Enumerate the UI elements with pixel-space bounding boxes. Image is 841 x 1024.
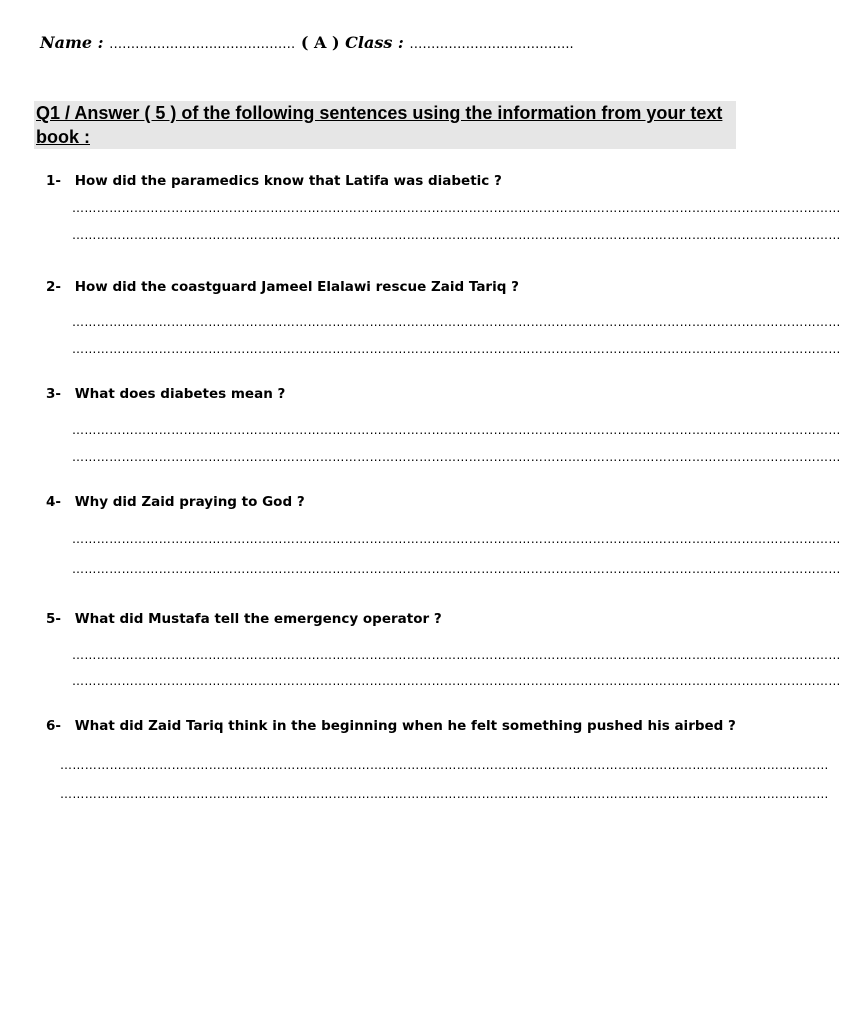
- answer-line-1a[interactable]: ……………………………………………………………………………………………………………………………………………………………………: [72, 201, 841, 215]
- class-field[interactable]: ………………………………..: [409, 37, 574, 52]
- question-number: 4-: [46, 494, 61, 510]
- answer-line-6a[interactable]: ……………………………………………………………………………………………………………………………………………………………………: [60, 758, 829, 772]
- question-text: What does diabetes mean ?: [74, 386, 286, 402]
- section-title: Q1 / Answer ( 5 ) of the following sentences using the information from your text book :: [34, 101, 736, 149]
- question-number: 3-: [46, 386, 61, 402]
- question-4: [46, 494, 736, 510]
- student-header: [40, 33, 740, 52]
- answer-line-4b[interactable]: ……………………………………………………………………………………………………………………………………………………………………: [72, 562, 841, 576]
- name-field[interactable]: …………………….………………: [109, 37, 296, 52]
- question-number: 5-: [46, 611, 61, 627]
- answer-line-4a[interactable]: ……………………………………………………………………………………………………………………………………………………………………: [72, 532, 841, 546]
- name-label: Name :: [40, 33, 104, 52]
- question-3: [46, 386, 736, 402]
- answer-line-3a[interactable]: ……………………………………………………………………………………………………………………………………………………………………: [72, 423, 841, 437]
- answer-line-6b[interactable]: ……………………………………………………………………………………………………………………………………………………………………: [60, 787, 829, 801]
- answer-line-2a[interactable]: ……………………………………………………………………………………………………………………………………………………………………: [72, 315, 841, 329]
- question-text: How did the coastguard Jameel Elalawi rescue Zaid Tariq ?: [74, 279, 519, 295]
- answer-line-1b[interactable]: ……………………………………………………………………………………………………………………………………………………………………: [72, 228, 841, 242]
- question-text: What did Mustafa tell the emergency operator ?: [74, 611, 442, 627]
- answer-line-3b[interactable]: ……………………………………………………………………………………………………………………………………………………………………: [72, 450, 841, 464]
- question-6: [46, 718, 736, 734]
- question-number: 1-: [46, 173, 61, 189]
- answer-line-5b[interactable]: ……………………………………………………………………………………………………………………………………………………………………: [72, 674, 841, 688]
- class-group: ( A ): [300, 33, 340, 52]
- question-1: [46, 173, 736, 189]
- answer-line-2b[interactable]: ……………………………………………………………………………………………………………………………………………………………………: [72, 342, 841, 356]
- question-text: How did the paramedics know that Latifa was diabetic ?: [74, 173, 502, 189]
- answer-line-5a[interactable]: ……………………………………………………………………………………………………………………………………………………………………: [72, 648, 841, 662]
- question-5: [46, 611, 736, 627]
- class-label: Class :: [345, 33, 404, 52]
- question-text: Why did Zaid praying to God ?: [74, 494, 305, 510]
- question-number: 2-: [46, 279, 61, 295]
- question-2: [46, 279, 736, 295]
- question-number: 6-: [46, 718, 61, 734]
- question-text: What did Zaid Tariq think in the beginning when he felt something pushed his airbed ?: [74, 718, 736, 734]
